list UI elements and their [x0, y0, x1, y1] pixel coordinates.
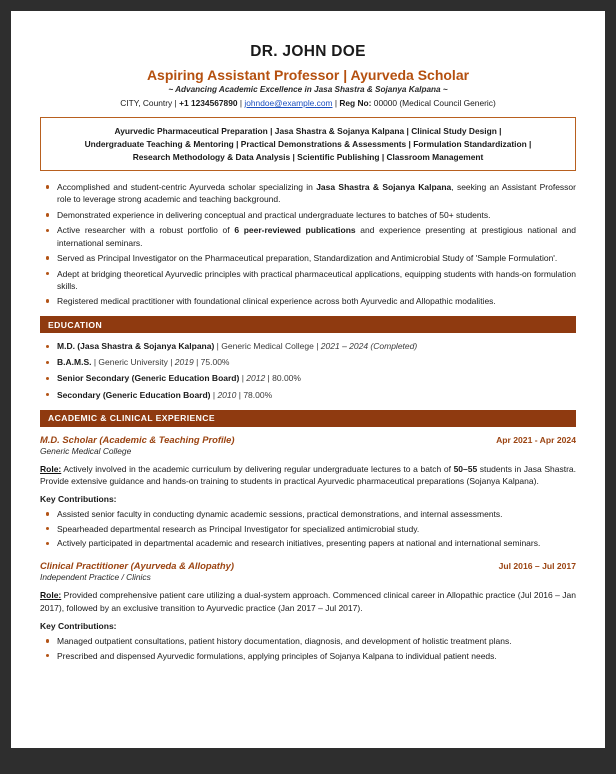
- experience-organization: Generic Medical College: [40, 445, 132, 456]
- list-item: [40, 252, 576, 264]
- education-score: 78.00%: [243, 389, 273, 400]
- key-contributions-list: [40, 508, 576, 549]
- professional-headline: Aspiring Assistant Professor | Ayurveda Scholar: [146, 67, 470, 83]
- list-item: [40, 372, 576, 384]
- key-contributions-list: [40, 635, 576, 662]
- page-title: DR. JOHN DOE: [250, 43, 366, 60]
- contact-separator-3: |: [332, 98, 340, 108]
- resume-page: [11, 11, 605, 748]
- experience-role-paragraph: [40, 463, 576, 488]
- experience-entry: [40, 434, 576, 550]
- experience-job-title: Clinical Practitioner (Ayurveda & Allopathy): [40, 560, 234, 572]
- education-period: 2021 – 2024 (Completed): [320, 341, 418, 352]
- education-sep-1: |: [91, 357, 99, 368]
- competencies-line-3: Research Methodology & Data Analysis | Scientific Publishing | Classroom Management: [132, 151, 484, 162]
- education-sep-2: |: [167, 357, 175, 368]
- competencies-line-1: Ayurvedic Pharmaceutical Preparation | Jasa Shastra & Sojanya Kalpana | Clinical Study Design |: [114, 126, 502, 136]
- contact-phone[interactable]: +1 1234567890: [179, 98, 238, 108]
- experience-entry: [40, 560, 576, 661]
- role-label: Role:: [40, 590, 62, 601]
- role-highlight: 50–55: [453, 463, 478, 474]
- list-item: [40, 389, 576, 401]
- contact-separator-1: |: [172, 98, 180, 108]
- section-header-education: EDUCATION: [40, 316, 576, 333]
- list-item: Assisted senior faculty in conducting dynamic academic sessions, practical demonstrations, and internal assessments.: [40, 508, 576, 520]
- contact-separator-2: |: [237, 98, 245, 108]
- summary-text-b: Demonstrated experience in delivering conceptual and practical undergraduate lectures to batches of 50+ students.: [57, 209, 491, 220]
- resume-header: [40, 43, 576, 108]
- list-item: [40, 209, 576, 221]
- education-degree: M.D. (Jasa Shastra & Sojanya Kalpana): [57, 341, 215, 352]
- education-institute: Generic Medical College: [221, 341, 314, 352]
- list-item: [40, 295, 576, 307]
- experience-title-row: [40, 434, 576, 445]
- summary-text-d: Served as Principal Investigator on the Pharmaceutical preparation, Standardization and Antimicrobial Study of 'Sample Formulation'.: [57, 253, 558, 264]
- education-period: 2012: [246, 373, 266, 384]
- competencies-line-2: Undergraduate Teaching & Mentoring | Practical Demonstrations & Assessments | Formulation Standardization |: [84, 138, 532, 149]
- summary-text-a: Accomplished and student-centric Ayurveda scholar specializing in: [57, 182, 317, 193]
- experience-role-paragraph: [40, 589, 576, 614]
- registration-value: 00000 (Medical Council Generic): [371, 98, 496, 108]
- core-competencies-box: [40, 117, 576, 171]
- contact-location: CITY, Country: [120, 98, 173, 108]
- education-degree: Secondary (Generic Education Board): [57, 389, 211, 400]
- experience-date-range: Apr 2021 - Apr 2024: [496, 434, 576, 445]
- contact-email-link[interactable]: johndoe@example.com: [244, 98, 333, 108]
- list-item: [40, 181, 576, 205]
- summary-text-c2: and experience presenting at prestigious national and international seminars.: [57, 225, 576, 248]
- key-contributions-label: Key Contributions:: [40, 494, 117, 505]
- key-contributions-label: Key Contributions:: [40, 621, 117, 632]
- experience-date-range: Jul 2016 – Jul 2017: [498, 561, 576, 572]
- list-item: [40, 340, 576, 352]
- tagline: ~ Advancing Academic Excellence in Jasa Shastra & Sojanya Kalpana ~: [168, 85, 448, 94]
- summary-text-a2: , seeking an Assistant Professor role to leverage strong academic and teaching background.: [57, 182, 576, 205]
- experience-organization: Independent Practice / Clinics: [40, 572, 151, 583]
- section-header-experience: ACADEMIC & CLINICAL EXPERIENCE: [40, 410, 576, 427]
- education-sep-1: |: [214, 341, 222, 352]
- list-item: [40, 356, 576, 368]
- summary-text-e: Adept at bridging theoretical Ayurvedic principles with practical pharmaceutical applications, equipping students with hands-on formulation skills.: [57, 268, 576, 291]
- education-institute: Generic University: [98, 357, 168, 368]
- role-text-b: students in Jasa Shastra. Provide extensive guidance and hands-on training to students in practical Ayurvedic pharmaceutical preparations (Sojanya Kalpana).: [40, 463, 576, 486]
- education-degree: B.A.M.S.: [57, 357, 92, 368]
- education-degree: Senior Secondary (Generic Education Board): [57, 373, 240, 384]
- experience-title-row: [40, 560, 576, 571]
- education-score: 75.00%: [200, 357, 230, 368]
- summary-highlight-a: Jasa Shastra & Sojanya Kalpana: [316, 182, 452, 193]
- list-item: Prescribed and dispensed Ayurvedic formulations, applying principles of Sojanya Kalpana to individual patient needs.: [40, 650, 576, 662]
- list-item: [40, 224, 576, 248]
- education-sep-1: |: [210, 389, 218, 400]
- summary-list: [40, 181, 576, 307]
- education-sep-3: |: [193, 357, 201, 368]
- summary-text-f: Registered medical practitioner with foundational clinical experience across both Ayurvedic and Allopathic modalities.: [57, 296, 496, 307]
- list-item: [40, 268, 576, 292]
- registration-label: Reg No:: [339, 98, 372, 108]
- experience-job-title: M.D. Scholar (Academic & Teaching Profile): [40, 433, 235, 445]
- list-item: Managed outpatient consultations, patient history documentation, diagnosis, and development of holistic treatment plans.: [40, 635, 576, 647]
- contact-line: [40, 98, 576, 108]
- summary-text-c: Active researcher with a robust portfolio of: [57, 225, 235, 236]
- summary-highlight-c: 6 peer-reviewed publications: [234, 225, 356, 236]
- education-sep-1: |: [239, 373, 247, 384]
- education-sep-3: |: [236, 389, 244, 400]
- education-sep-3: |: [265, 373, 273, 384]
- education-period: 2010: [217, 389, 237, 400]
- education-sep-2: |: [313, 341, 321, 352]
- list-item: Spearheaded departmental research as Principal Investigator for specialized antimicrobial study.: [40, 523, 576, 535]
- role-text-a: Actively involved in the academic curriculum by delivering regular undergraduate lectures to a batch of: [61, 463, 454, 474]
- education-period: 2019: [174, 357, 194, 368]
- list-item: Actively participated in departmental academic and research initiatives, presenting papers at national and international seminars.: [40, 537, 576, 549]
- role-label: Role:: [40, 463, 62, 474]
- education-list: [40, 340, 576, 400]
- role-text-a: Provided comprehensive patient care utilizing a dual-system approach. Commenced clinical career in Allopathic practice (Jul 2016 – Jan 2017), followed by an exclusive transition to Ayurvedic practice (Jan 2017 – Jul 2017).: [40, 590, 576, 613]
- education-score: 80.00%: [272, 373, 301, 384]
